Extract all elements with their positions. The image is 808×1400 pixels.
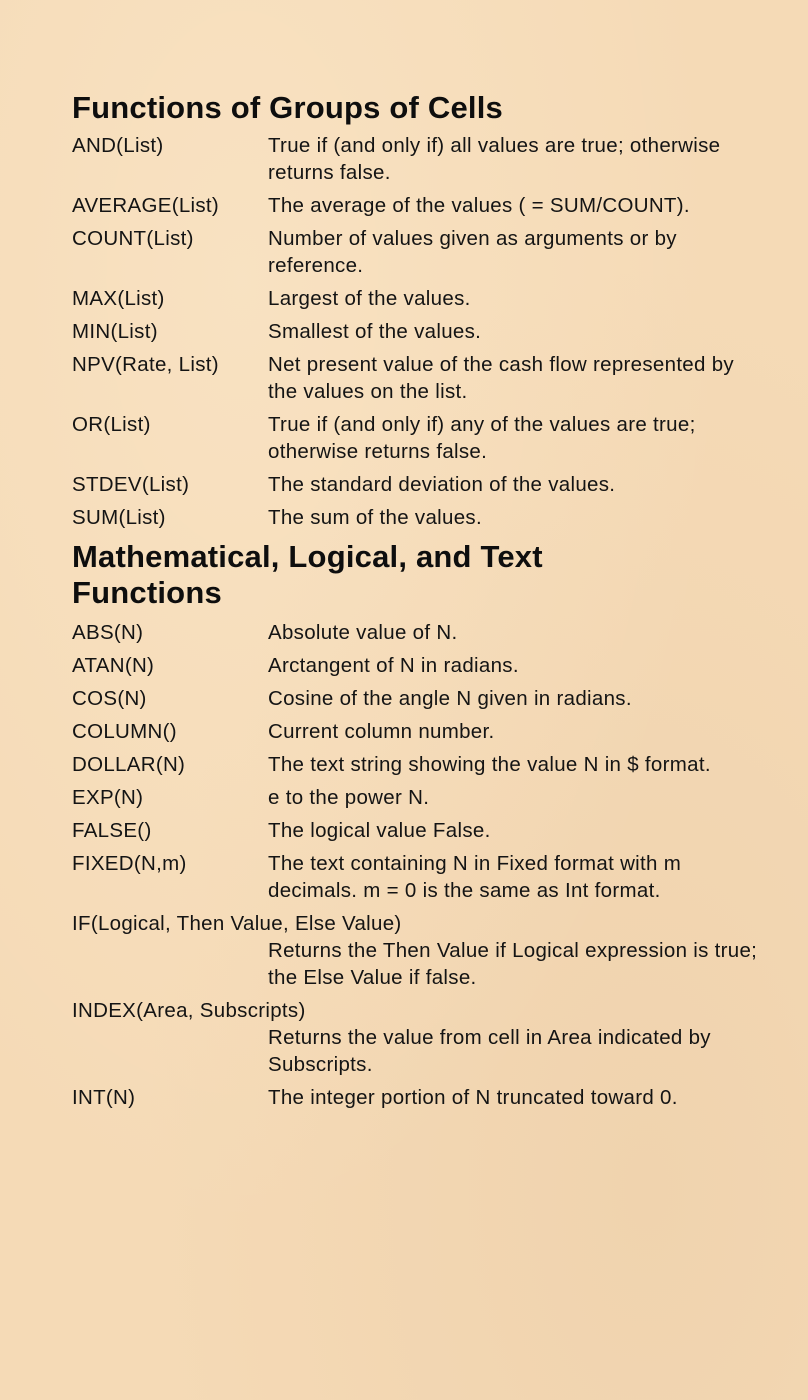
function-name: FIXED(N,m) — [72, 852, 187, 875]
function-entry-exp — [72, 784, 762, 811]
function-name: ABS(N) — [72, 621, 144, 644]
function-description: Net present value of the cash flow represented by the values on the list. — [268, 353, 734, 403]
function-entry-npv — [72, 351, 762, 405]
section-title-math-functions: Mathematical, Logical, and Text Functions — [72, 539, 543, 610]
function-name: COS(N) — [72, 687, 147, 710]
function-entry-int — [72, 1084, 762, 1111]
function-entry-min — [72, 318, 762, 345]
function-description: Smallest of the values. — [268, 320, 482, 343]
function-description: The text string showing the value N in $ format. — [268, 753, 711, 776]
function-name: OR(List) — [72, 413, 151, 436]
function-name: MIN(List) — [72, 320, 158, 343]
function-name: STDEV(List) — [72, 473, 190, 496]
function-entry-sum — [72, 504, 762, 531]
function-entry-if — [72, 910, 762, 991]
function-description: The integer portion of N truncated toward 0. — [268, 1086, 678, 1109]
function-description: Arctangent of N in radians. — [268, 654, 519, 677]
function-description: Absolute value of N. — [268, 621, 458, 644]
function-description: Number of values given as arguments or by reference. — [268, 227, 677, 277]
function-entry-fixed — [72, 850, 762, 904]
function-entry-column — [72, 718, 762, 745]
function-name: IF(Logical, Then Value, Else Value) — [72, 912, 402, 935]
function-name: FALSE() — [72, 819, 152, 842]
function-entry-atan — [72, 652, 762, 679]
function-description: The sum of the values. — [268, 506, 482, 529]
function-description: Returns the value from cell in Area indicated by Subscripts. — [268, 1026, 711, 1076]
function-description: Largest of the values. — [268, 287, 471, 310]
function-name: NPV(Rate, List) — [72, 353, 219, 376]
function-entry-count — [72, 225, 762, 279]
function-entry-stdev — [72, 471, 762, 498]
function-entry-and — [72, 132, 762, 186]
function-description: Returns the Then Value if Logical expression is true; the Else Value if false. — [268, 939, 758, 989]
function-description: Current column number. — [268, 720, 495, 743]
function-name: EXP(N) — [72, 786, 144, 809]
function-entry-abs — [72, 619, 762, 646]
function-description: True if (and only if) any of the values are true; otherwise returns false. — [268, 413, 696, 463]
function-name: INDEX(Area, Subscripts) — [72, 999, 306, 1022]
function-entry-index — [72, 997, 762, 1078]
function-name: COLUMN() — [72, 720, 177, 743]
function-name: AVERAGE(List) — [72, 194, 220, 217]
section-title-group-functions: Functions of Groups of Cells — [72, 90, 503, 125]
function-entry-false — [72, 817, 762, 844]
function-entry-dollar — [72, 751, 762, 778]
function-description: The standard deviation of the values. — [268, 473, 616, 496]
function-name: ATAN(N) — [72, 654, 155, 677]
function-description: Cosine of the angle N given in radians. — [268, 687, 632, 710]
function-name: DOLLAR(N) — [72, 753, 186, 776]
function-name: INT(N) — [72, 1086, 136, 1109]
function-entry-or — [72, 411, 762, 465]
reference-content — [72, 90, 762, 1117]
function-description: The logical value False. — [268, 819, 491, 842]
function-description: True if (and only if) all values are true; otherwise returns false. — [268, 134, 721, 184]
function-name: SUM(List) — [72, 506, 166, 529]
function-description: The average of the values ( = SUM/COUNT). — [268, 194, 690, 217]
function-entry-max — [72, 285, 762, 312]
function-name: AND(List) — [72, 134, 164, 157]
function-description: e to the power N. — [268, 786, 430, 809]
function-entry-average — [72, 192, 762, 219]
function-entry-cos — [72, 685, 762, 712]
function-name: MAX(List) — [72, 287, 165, 310]
function-description: The text containing N in Fixed format with m decimals. m = 0 is the same as Int format. — [268, 852, 682, 902]
function-name: COUNT(List) — [72, 227, 194, 250]
